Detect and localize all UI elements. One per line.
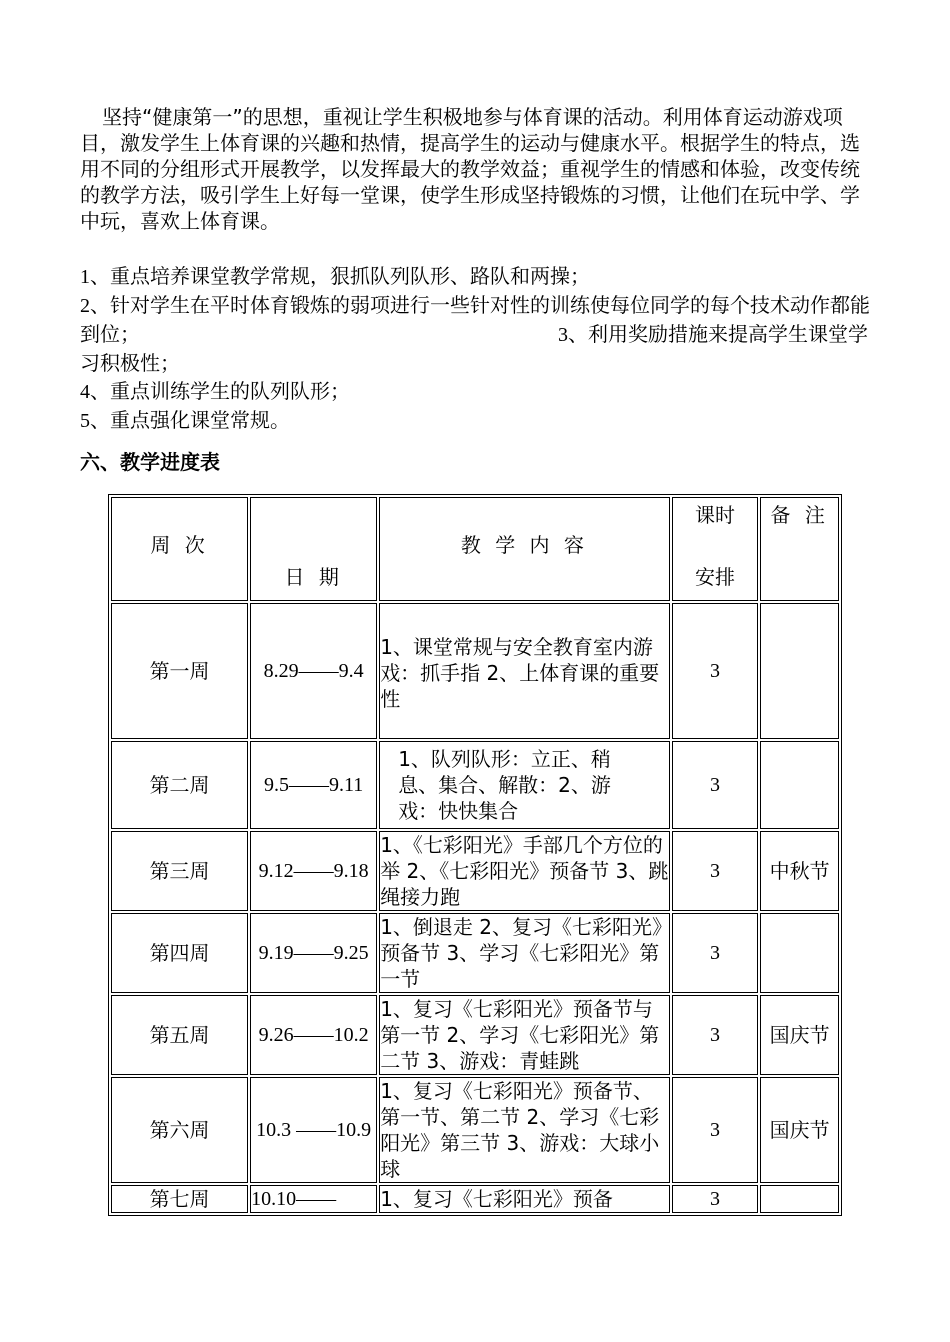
header-content: 教 学 内 容: [379, 497, 669, 601]
header-hours: 课时 安排: [672, 497, 759, 601]
measure-item: 1、重点培养课堂教学常规，狠抓队列队形、路队和两操；: [80, 264, 590, 288]
teaching-schedule-table: [108, 494, 842, 1216]
measure-item: 2、针对学生在平时体育锻炼的弱项进行一些针对性的训练使每位同学的每个技术动作都能到位； 3、利用奖励措施来提高学生课堂学习积极性；: [80, 293, 870, 375]
measures-list: [80, 262, 875, 435]
table-header-row: [111, 497, 839, 601]
section-title: 六、教学进度表: [80, 450, 220, 474]
header-date: 日 期: [250, 497, 377, 601]
header-week: 周 次: [111, 497, 248, 601]
table-row: 第三周 9.12——9.18 1、《七彩阳光》手部几个方位的举 2、《七彩阳光》预备节 3、跳绳接力跑 3 中秋节: [111, 831, 839, 911]
table-row: 第六周 10.3 ——10.9 1、复习《七彩阳光》预备节、第一节、第二节 2、学习《七彩阳光》第三节 3、游戏：大球小球 3 国庆节: [111, 1077, 839, 1183]
table-row: 第一周 8.29——9.4 1、课堂常规与安全教育室内游戏：抓手指 2、上体育课的重要性 3: [111, 603, 839, 739]
intro-paragraph: 坚持“健康第一”的思想，重视让学生积极地参与体育课的活动。利用体育运动游戏项目，激发学生上体育课的兴趣和热情，提高学生的运动与健康水平。根据学生的特点，选用不同的分组形式开展教学，以发挥最大的教学效益；重视学生的情感和体验，改变传统的教学方法，吸引学生上好每一堂课，使学生形成坚持锻炼的习惯，让他们在玩中学、学中玩，喜欢上体育课。: [80, 105, 860, 233]
measure-item: 5、重点强化课堂常规。: [80, 408, 290, 432]
measure-item: 4、重点训练学生的队列队形；: [80, 379, 350, 403]
table-row: 第五周 9.26——10.2 1、复习《七彩阳光》预备节与第一节 2、学习《七彩阳光》第二节 3、游戏：青蛙跳 3 国庆节: [111, 995, 839, 1075]
header-note: 备 注: [760, 497, 839, 601]
table-row: 第七周 10.10—— 1、复习《七彩阳光》预备 3: [111, 1185, 839, 1213]
table-row: 第四周 9.19——9.25 1、倒退走 2、复习《七彩阳光》预备节 3、学习《七彩阳光》第一节 3: [111, 913, 839, 993]
table-row: 第二周 9.5——9.11 1、队列队形：立正、稍息、集合、解散：2、游戏：快快集合 3: [111, 741, 839, 829]
